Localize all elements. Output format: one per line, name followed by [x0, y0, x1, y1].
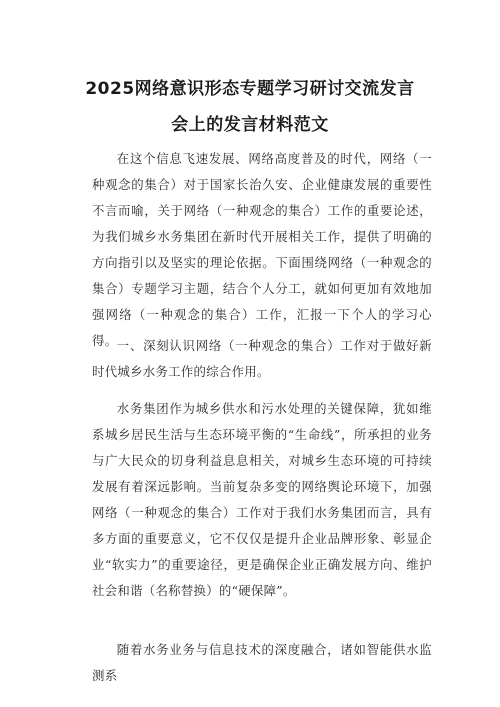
- document-title-line-1: 2025网络意识形态专题学习研讨交流发言: [85, 79, 415, 99]
- section-heading-1: 一、深刻认识网络（一种观念的集合）工作对于做好新时代城乡水务工作的综合作用。: [92, 338, 432, 379]
- paragraph-integration: 随着水务业务与信息技术的深度融合，诸如智能供水监测系: [92, 642, 432, 683]
- paragraph-intro: 在这个信息飞速发展、网络高度普及的时代，网络（一种观念的集合）对于国家长治久安、企业健康发展的重要性不言而喻，关于网络（一种观念的集合）工作的重要论述，为我们城乡水务集团在新时代开展相关工作，提供了明确的方向指引以及坚实的理论依据。下面围绕网络（一种观念的集合）专题学习主题，结合个人分工，就如何更加有效地加强网络（一种观念的集合）工作，汇报一下个人的学习心得。: [92, 151, 432, 348]
- paragraph-water-group: 水务集团作为城乡供水和污水处理的关键保障，犹如维系城乡居民生活与生态环境平衡的“生命线”，所承担的业务与广大民众的切身利益息息相关，对城乡生态环境的可持续发展有着深远影响。当前复杂多变的网络舆论环境下，加强网络（一种观念的集合）工作对于我们水务集团而言，具有多方面的重要意义，它不仅仅是提升企业品牌形象、彰显企业“软实力”的重要途径，更是确保企业正确发展方向、维护社会和谐（名称替换）的“硬保障”。: [92, 401, 432, 598]
- document-title-line-2: 会上的发言材料范文: [171, 115, 329, 135]
